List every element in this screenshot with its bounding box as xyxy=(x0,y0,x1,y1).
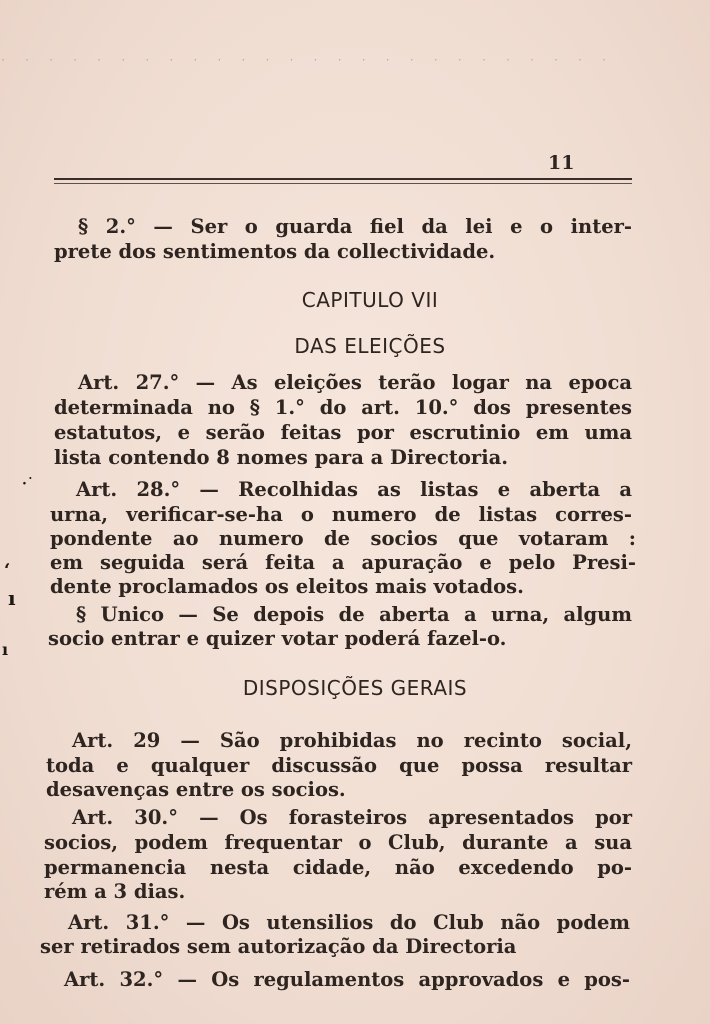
text-line: desavenças entre os socios. xyxy=(46,778,346,801)
text-line: determinada no § 1.° do art. 10.° dos presentes xyxy=(54,396,632,419)
text-line: prete dos sentimentos da collectividade. xyxy=(54,240,496,263)
text-line: lista contendo 8 nomes para a Directoria. xyxy=(54,446,509,469)
text-line: Art. 27.° — As eleições terão logar na epoca xyxy=(78,371,632,394)
text-line: pondente ao numero de socios que votaram : xyxy=(50,527,636,550)
text-line: ser retirados sem autorização da Directoria xyxy=(40,935,517,958)
margin-ink-mark: ·˙ xyxy=(22,476,34,492)
text-line: socios, podem frequentar o Club, durante a sua xyxy=(44,831,632,854)
text-line: urna, verificar-se-ha o numero de listas corres- xyxy=(50,503,632,526)
text-line: Art. 31.° — Os utensilios do Club não podem xyxy=(68,911,630,934)
text-line: toda e qualquer discussão que possa resultar xyxy=(46,754,632,777)
section-heading: DAS ELEIÇÕES xyxy=(294,334,446,358)
text-line: Art. 28.° — Recolhidas as listas e aberta a xyxy=(76,478,632,501)
text-line: Art. 29 — São prohibidas no recinto social, xyxy=(72,729,632,752)
margin-ink-mark: ı xyxy=(2,640,9,659)
text-line: em seguida será feita a apuração e pelo Presi- xyxy=(50,551,636,574)
text-line: § 2.° — Ser o guarda fiel da lei e o inter- xyxy=(78,215,632,238)
margin-ink-mark: ı xyxy=(8,586,16,610)
section-heading: DISPOSIÇÕES GERAIS xyxy=(242,676,468,700)
text-line: permanencia nesta cidade, não excedendo po- xyxy=(44,856,632,879)
text-line: Art. 32.° — Os regulamentos approvados e pos- xyxy=(64,968,630,991)
text-line: socio entrar e quizer votar poderá fazel-o. xyxy=(48,627,507,650)
chapter-heading: CAPITULO VII xyxy=(301,288,439,312)
header-rule-thin xyxy=(54,183,632,184)
text-line: rém a 3 dias. xyxy=(44,880,186,903)
margin-ink-mark: ‘ xyxy=(4,560,11,581)
print-specks-decoration: · · · · · · · · · · · · · · · · · · · · · · · · · · xyxy=(0,55,614,66)
text-line: dente proclamados os eleitos mais votados. xyxy=(50,575,524,598)
text-line: Art. 30.° — Os forasteiros apresentados por xyxy=(72,806,632,829)
page-number: 11 xyxy=(548,152,575,174)
header-rule xyxy=(54,178,632,180)
text-line: § Unico — Se depois de aberta a urna, algum xyxy=(76,603,632,626)
text-line: estatutos, e serão feitas por escrutinio em uma xyxy=(54,421,632,444)
